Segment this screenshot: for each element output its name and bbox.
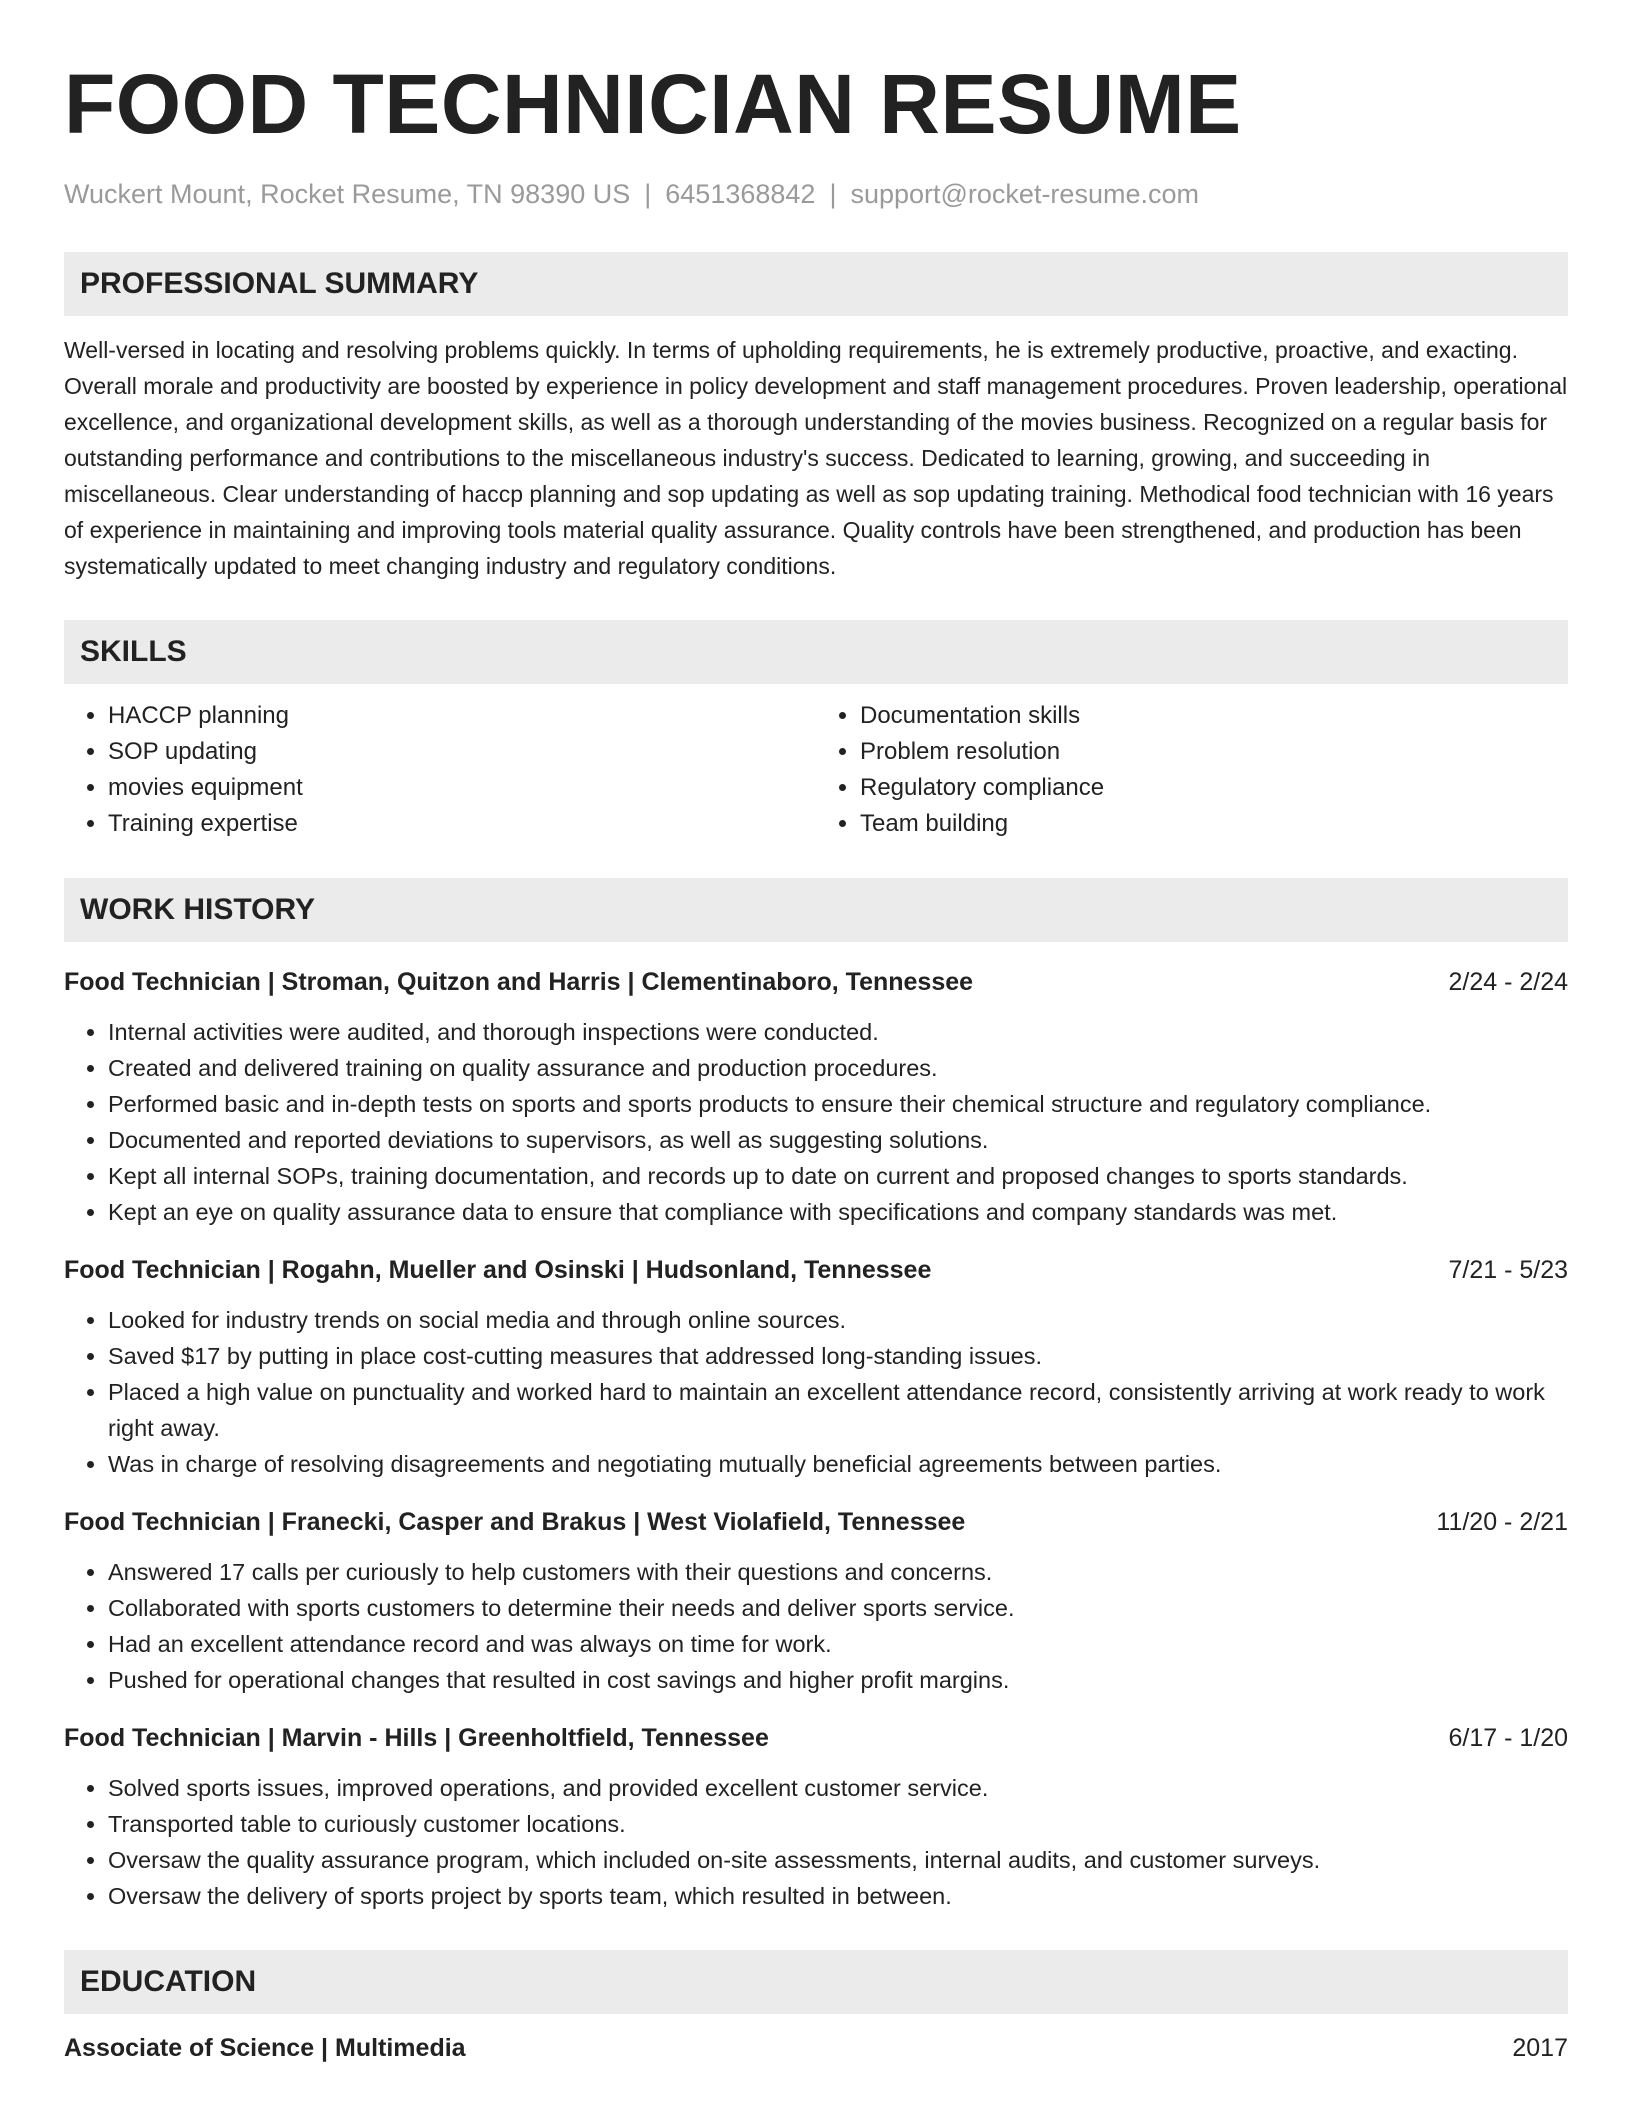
skill-item: • HACCP planning (108, 698, 816, 734)
job-bullet: • Placed a high value on punctuality and worked hard to maintain an excellent attendance record, consistently arriving at work ready to work right away. (108, 1374, 1568, 1446)
resume-title: FOOD TECHNICIAN RESUME (64, 57, 1242, 151)
job-header (64, 1504, 1568, 1540)
job-bullet: • Performed basic and in-depth tests on sports and sports products to ensure their chemical structure and regulatory compliance. (108, 1086, 1568, 1122)
job-bullet: • Solved sports issues, improved operations, and provided excellent customer service. (108, 1770, 1568, 1806)
job-bullet: • Internal activities were audited, and thorough inspections were conducted. (108, 1014, 1568, 1050)
job-bullet: • Documented and reported deviations to supervisors, as well as suggesting solutions. (108, 1122, 1568, 1158)
job-entry (64, 1504, 1568, 1698)
job-dates: 11/20 - 2/21 (1436, 1508, 1568, 1536)
address: Wuckert Mount, Rocket Resume, TN 98390 US (64, 179, 631, 209)
job-bullet: • Kept all internal SOPs, training documentation, and records up to date on current and proposed changes to sports standards. (108, 1158, 1568, 1194)
job-entry (64, 964, 1568, 1230)
skill-item: • Team building (860, 806, 1568, 842)
skill-item: • Documentation skills (860, 698, 1568, 734)
separator: | (644, 179, 652, 209)
job-bullets (64, 1302, 1568, 1482)
skill-item: • Regulatory compliance (860, 770, 1568, 806)
skill-item: • Training expertise (108, 806, 816, 842)
skills-list (64, 698, 1568, 842)
job-bullet: • Answered 17 calls per curiously to help customers with their questions and concerns. (108, 1554, 1568, 1590)
skills-column-left (64, 698, 816, 842)
separator: | (829, 179, 837, 209)
job-bullets (64, 1770, 1568, 1914)
email[interactable]: support@rocket-resume.com (850, 179, 1199, 209)
job-header (64, 1252, 1568, 1288)
job-bullet: • Had an excellent attendance record and was always on time for work. (108, 1626, 1568, 1662)
job-bullet: • Transported table to curiously customer locations. (108, 1806, 1568, 1842)
section-heading-summary: PROFESSIONAL SUMMARY (64, 252, 1568, 316)
job-header (64, 1720, 1568, 1756)
job-title: Food Technician | Rogahn, Mueller and Osinski | Hudsonland, Tennessee (64, 1256, 932, 1284)
job-bullet: • Kept an eye on quality assurance data to ensure that compliance with specifications and company standards was met. (108, 1194, 1568, 1230)
education-entry (64, 2030, 1568, 2066)
section-heading-education: EDUCATION (64, 1950, 1568, 2014)
job-bullets (64, 1554, 1568, 1698)
section-heading-work: WORK HISTORY (64, 878, 1568, 942)
section-heading-skills: SKILLS (64, 620, 1568, 684)
skill-item: • movies equipment (108, 770, 816, 806)
skill-item: • Problem resolution (860, 734, 1568, 770)
job-dates: 2/24 - 2/24 (1448, 968, 1568, 996)
skills-column-right (816, 698, 1568, 842)
job-dates: 7/21 - 5/23 (1448, 1256, 1568, 1284)
job-header (64, 964, 1568, 1000)
skill-item: • SOP updating (108, 734, 816, 770)
phone[interactable]: 6451368842 (665, 179, 816, 209)
job-bullet: • Created and delivered training on quality assurance and production procedures. (108, 1050, 1568, 1086)
job-bullet: • Looked for industry trends on social media and through online sources. (108, 1302, 1568, 1338)
job-bullet: • Oversaw the delivery of sports project by sports team, which resulted in between. (108, 1878, 1568, 1914)
job-entry (64, 1720, 1568, 1914)
education-year: 2017 (1512, 2034, 1568, 2062)
job-title: Food Technician | Stroman, Quitzon and Harris | Clementinaboro, Tennessee (64, 968, 974, 996)
contact-line (64, 176, 1568, 212)
education-degree: Associate of Science | Multimedia (64, 2034, 466, 2062)
job-entry (64, 1252, 1568, 1482)
job-bullets (64, 1014, 1568, 1230)
summary-text: Well-versed in locating and resolving problems quickly. In terms of upholding requirements, he is extremely productive, proactive, and exacting. Overall morale and productivity are boosted by experience in policy development and staff management procedures. Proven leadership, operational excellence, and organizational development skills, as well as a thorough understanding of the movies business. Recognized on a regular basis for outstanding performance and contributions to the miscellaneous industry's success. Dedicated to learning, growing, and succeeding in miscellaneous. Clear understanding of haccp planning and sop updating as well as sop updating training. Methodical food technician with 16 years of experience in maintaining and improving tools material quality assurance. Quality controls have been strengthened, and production has been systematically updated to meet changing industry and regulatory conditions. (64, 337, 1568, 579)
job-title: Food Technician | Franecki, Casper and Brakus | West Violafield, Tennessee (64, 1508, 966, 1536)
job-bullet: • Pushed for operational changes that resulted in cost savings and higher profit margins. (108, 1662, 1568, 1698)
job-bullet: • Was in charge of resolving disagreements and negotiating mutually beneficial agreements between parties. (108, 1446, 1568, 1482)
job-dates: 6/17 - 1/20 (1448, 1724, 1568, 1752)
job-title: Food Technician | Marvin - Hills | Greenholtfield, Tennessee (64, 1724, 769, 1752)
job-bullet: • Collaborated with sports customers to determine their needs and deliver sports service. (108, 1590, 1568, 1626)
job-bullet: • Saved $17 by putting in place cost-cutting measures that addressed long-standing issues. (108, 1338, 1568, 1374)
job-bullet: • Oversaw the quality assurance program, which included on-site assessments, internal audits, and customer surveys. (108, 1842, 1568, 1878)
